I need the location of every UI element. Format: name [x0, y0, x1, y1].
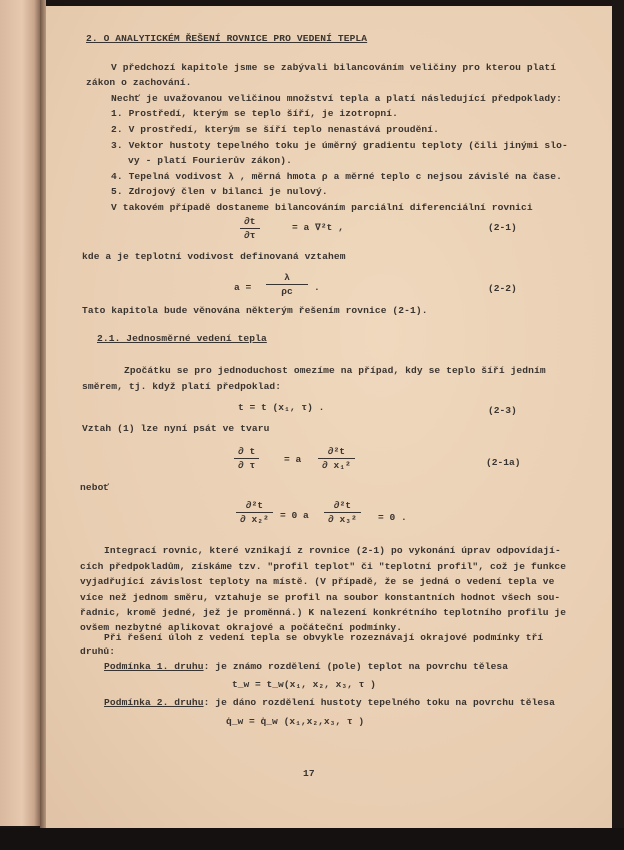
eq-2-3: t = t (x₁, τ) .	[238, 402, 325, 413]
eq-zero-tail: = 0 .	[378, 512, 407, 523]
eq-2-1-fraction	[240, 216, 260, 241]
eq-2-1a-denominator-1: ∂ τ	[238, 460, 256, 471]
eq-2-1-denominator: ∂τ	[244, 230, 256, 241]
assumption-3-cont: vy - platí Fourierův zákon).	[128, 155, 293, 166]
sub-para-line-2: směrem, tj. když platí předpoklad:	[82, 381, 282, 392]
assumption-1: 1. Prostředí, kterým se teplo šíří, je izotropní.	[111, 108, 399, 119]
eq-2-2-fraction	[266, 272, 308, 297]
sub-para-line-1: Zpočátku se pro jednoduchost omezíme na případ, kdy se teplo šíří jedním	[124, 365, 546, 376]
boundary-line-1: Při řešení úloh z vedení tepla se obvykle rozeznávají okrajové podmínky tří	[104, 632, 544, 643]
assumption-3: 3. Vektor hustoty tepelného toku je úměrný gradientu teploty (čili jinými slo-	[111, 140, 568, 151]
condition-1-text: : je známo rozdělení (pole) teplot na povrchu tělesa	[203, 661, 509, 672]
condition-2-label: Podmínka 2. druhu	[104, 697, 204, 708]
boundary-line-2: druhů:	[80, 646, 116, 657]
integration-line-6: ovšem nezbytné aplikovat okrajové a počáteční podmínky.	[80, 622, 403, 633]
kde-line: kde a je teplotní vodivost definovaná vztahem	[82, 251, 346, 262]
eq-2-2-label: (2-2)	[488, 283, 517, 294]
right-border	[612, 0, 624, 850]
eq-2-1-numerator: ∂t	[244, 216, 256, 227]
condition-1-equation: t_w = t_w(x₁, x₂, x₃, τ )	[232, 679, 376, 690]
eq-2-1a-numerator-2: ∂²t	[327, 446, 346, 457]
intro-line-2: zákon o zachování.	[86, 77, 192, 88]
book-gutter	[40, 0, 46, 828]
eq-2-1a-denominator-2: ∂ x₁²	[322, 460, 351, 471]
then-line: V takovém případě dostaneme bilancováním parciální diferenciální rovnici	[111, 202, 533, 213]
chapter-line: Tato kapitola bude věnována některým řešením rovnice (2-1).	[82, 305, 428, 316]
condition-1-label: Podmínka 1. druhu	[104, 661, 204, 672]
assumption-4: 4. Tepelná vodivost λ , měrná hmota ρ a měrné teplo c nejsou závislé na čase.	[111, 171, 563, 182]
eq-zero-denominator-2: ∂ x₃²	[328, 514, 357, 525]
integration-line-4: více než jednom směru, vztahuje se profil na soubor konstantních hodnot všech sou-	[80, 592, 561, 603]
integration-line-3: vyjadřující závislost teploty na místě. (V případě, že se jedná o vedení tepla ve	[80, 576, 555, 587]
eq-zero-numerator-1: ∂²t	[245, 500, 264, 511]
condition-2	[104, 697, 555, 708]
integration-line-2: cích předpokladům, získáme tzv. "profil teplot" či "teplotní profil", což je funkce	[80, 561, 567, 572]
eq-zero-numerator-2: ∂²t	[333, 500, 352, 511]
eq-2-1a-numerator-1: ∂ t	[238, 446, 256, 457]
bottom-border	[0, 828, 624, 850]
integration-line-5: řadnic, kromě jedné, jež je proměnná.) K nalezení konkrétního teplotního profilu je	[80, 607, 567, 618]
condition-2-text: : je dáno rozdělení hustoty tepelného toku na povrchu tělesa	[203, 697, 556, 708]
eq-2-3-label: (2-3)	[488, 405, 517, 416]
eq-2-1-rhs: = a ∇²t ,	[292, 222, 344, 233]
eq-zero-fraction-2	[324, 500, 361, 525]
intro-line-1: V předchozí kapitole jsme se zabývali bilancováním veličiny pro kterou platí	[111, 62, 557, 73]
condition-2-equation: q̇_w = q̇_w (x₁,x₂,x₃, τ )	[226, 716, 365, 727]
integration-line-1: Integrací rovnic, které vznikají z rovnice (2-1) po vykonání úprav odpovídají-	[104, 545, 561, 556]
page-number: 17	[303, 768, 315, 779]
eq-2-1a-label: (2-1a)	[486, 457, 521, 468]
eq-2-2-denominator: ρc	[281, 286, 293, 297]
vztah-line: Vztah (1) lze nyní psát ve tvaru	[82, 423, 270, 434]
eq-2-2-tail: .	[314, 282, 320, 293]
eq-2-2-lhs: a =	[234, 282, 252, 293]
section-heading: 2. O ANALYTICKÉM ŘEŠENÍ ROVNICE PRO VEDENÍ TEPLA	[86, 33, 368, 44]
assumption-5: 5. Zdrojový člen v bilanci je nulový.	[111, 186, 328, 197]
facing-page-edge	[0, 0, 40, 826]
eq-2-1a-fraction-1	[234, 446, 259, 471]
eq-2-1-label: (2-1)	[488, 222, 517, 233]
intro-line-3: Nechť je uvažovanou veličinou množství tepla a platí následující předpoklady:	[111, 93, 563, 104]
condition-1	[104, 661, 508, 672]
eq-2-1a-fraction-2	[318, 446, 355, 471]
eq-zero-denominator-1: ∂ x₂²	[240, 514, 269, 525]
eq-2-2-numerator: λ	[284, 272, 290, 283]
eq-zero-fraction-1	[236, 500, 273, 525]
nebot-line: neboť	[80, 482, 110, 493]
eq-2-1a-mid: = a	[284, 454, 302, 465]
eq-zero-mid: = 0 a	[280, 510, 309, 521]
assumption-2: 2. V prostředí, kterým se šíří teplo nenastává proudění.	[111, 124, 440, 135]
subsection-heading: 2.1. Jednosměrné vedení tepla	[97, 333, 267, 344]
